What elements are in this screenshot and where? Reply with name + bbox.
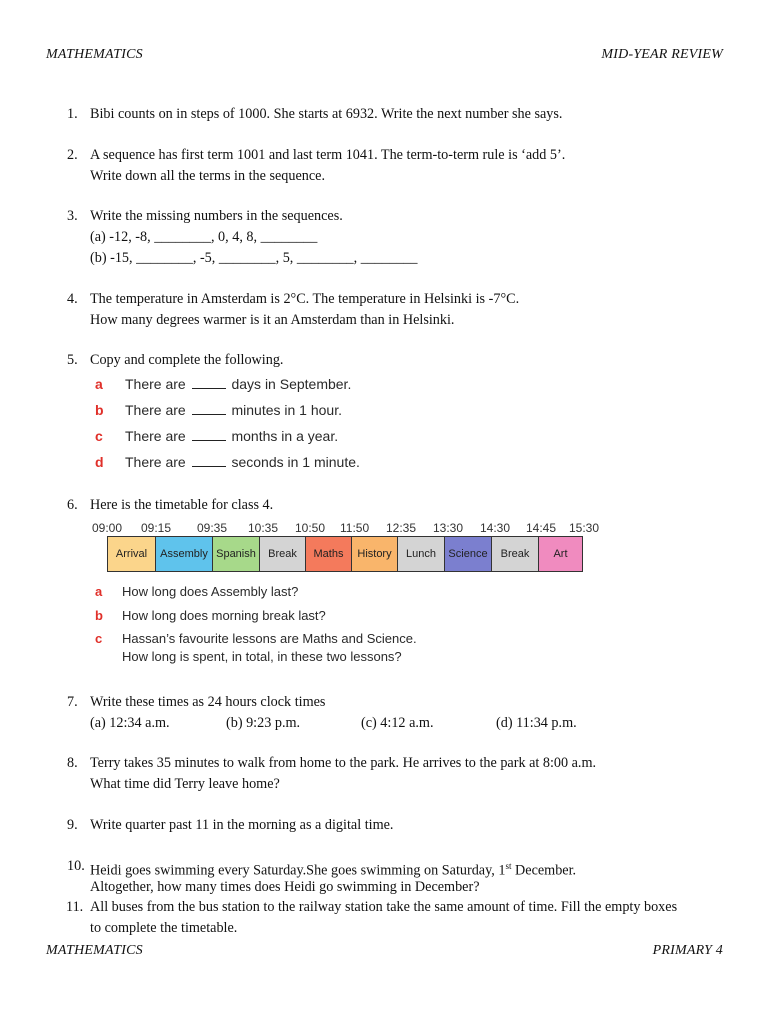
item-letter: b [95,402,104,418]
item-text-line2: How long is spent, in total, in these two lessons? [122,649,402,664]
question-text-line2: Write down all the terms in the sequence. [90,168,326,184]
question-text: Write quarter past 11 in the morning as a digital time. [90,817,394,833]
timetable-cell-art: Art [539,537,582,571]
time-label: 12:35 [386,521,417,535]
item-letter: a [95,584,103,599]
timetable-cell-break: Break [260,537,306,571]
time-label: 11:50 [340,521,370,535]
answer-blank [192,428,226,441]
time-b: (b) 9:23 p.m. [226,715,301,731]
footer-subject: MATHEMATICS [46,943,143,958]
header-title: MID-YEAR REVIEW [601,47,723,62]
question-text-line2: Altogether, how many times does Heidi go swimming in December? [90,879,480,895]
header-subject: MATHEMATICS [46,47,143,62]
item-letter: d [95,454,104,470]
timetable-cell-science: Science [445,537,492,571]
item-text: There are [125,428,186,444]
question-text: Copy and complete the following. [90,352,284,368]
timetable-cell-lunch: Lunch [398,537,445,571]
time-c: (c) 4:12 a.m. [361,715,434,731]
time-label: 09:35 [197,521,228,535]
question-text: All buses from the bus station to the railway station take the same amount of time. Fill the empty boxes [90,899,678,915]
sequence-a: (a) -12, -8, ________, 0, 4, 8, ________ [90,229,318,245]
time-label: 13:30 [433,521,464,535]
question-text: Terry takes 35 minutes to walk from home to the park. He arrives to the park at 8:00 a.m. [90,755,597,771]
item-text: How long does morning break last? [122,608,326,623]
question-text: Here is the timetable for class 4. [90,497,274,513]
timetable-cell-spanish: Spanish [213,537,260,571]
answer-blank [192,376,226,389]
timetable-cell-maths: Maths [306,537,352,571]
time-label: 10:35 [248,521,279,535]
item-text: days in September. [231,376,352,392]
item-text: There are [125,376,186,392]
item-text: seconds in 1 minute. [231,454,360,470]
question-number: 11. [66,899,84,915]
question-text: Write the missing numbers in the sequences. [90,208,343,224]
answer-blank [192,402,226,415]
time-d: (d) 11:34 p.m. [496,715,577,731]
item-text: Hassan’s favourite lessons are Maths and Science. [122,631,417,646]
item-letter: c [95,428,103,444]
question-number: 4. [67,291,78,307]
item-letter: a [95,376,103,392]
text-segment: Heidi goes swimming every Saturday.She goes swimming on Saturday, 1 [90,862,506,879]
question-number: 7. [67,694,78,710]
timetable-cell-history: History [352,537,398,571]
text-segment: December. [511,862,577,879]
question-number: 6. [67,497,78,513]
time-label: 14:30 [480,521,511,535]
question-number: 3. [67,208,78,224]
item-text: There are [125,454,186,470]
time-label: 09:00 [92,521,123,535]
sequence-b: (b) -15, ________, -5, ________, 5, ________, ________ [90,250,418,266]
question-number: 9. [67,817,78,833]
time-a: (a) 12:34 a.m. [90,715,170,731]
question-number: 5. [67,352,78,368]
timetable-cell-break: Break [492,537,539,571]
question-text: The temperature in Amsterdam is 2°C. The temperature in Helsinki is -7°C. [90,291,520,307]
question-text-line2: to complete the timetable. [90,920,238,936]
timetable [107,536,583,572]
timetable-cell-arrival: Arrival [108,537,156,571]
timetable-cell-assembly: Assembly [156,537,213,571]
time-label: 10:50 [295,521,326,535]
question-number: 1. [67,106,78,122]
ordinal-suffix: st [505,861,512,871]
item-text: There are [125,402,186,418]
question-text: Bibi counts on in steps of 1000. She starts at 6932. Write the next number she says. [90,106,563,122]
time-label: 09:15 [141,521,172,535]
question-text: A sequence has first term 1001 and last term 1041. The term-to-term rule is ‘add 5’. [90,147,566,163]
footer-grade: PRIMARY 4 [652,943,723,958]
time-label: 14:45 [526,521,557,535]
answer-blank [192,454,226,467]
item-text: months in a year. [231,428,339,444]
item-text: How long does Assembly last? [122,584,299,599]
question-text-line2: What time did Terry leave home? [90,776,280,792]
item-text: minutes in 1 hour. [231,402,342,418]
question-text: Write these times as 24 hours clock times [90,694,326,710]
question-number: 10. [67,858,85,874]
item-letter: c [95,631,103,646]
question-number: 8. [67,755,78,771]
question-number: 2. [67,147,78,163]
item-letter: b [95,608,103,623]
question-text-line2: How many degrees warmer is it an Amsterdam than in Helsinki. [90,312,455,328]
time-label: 15:30 [569,521,600,535]
